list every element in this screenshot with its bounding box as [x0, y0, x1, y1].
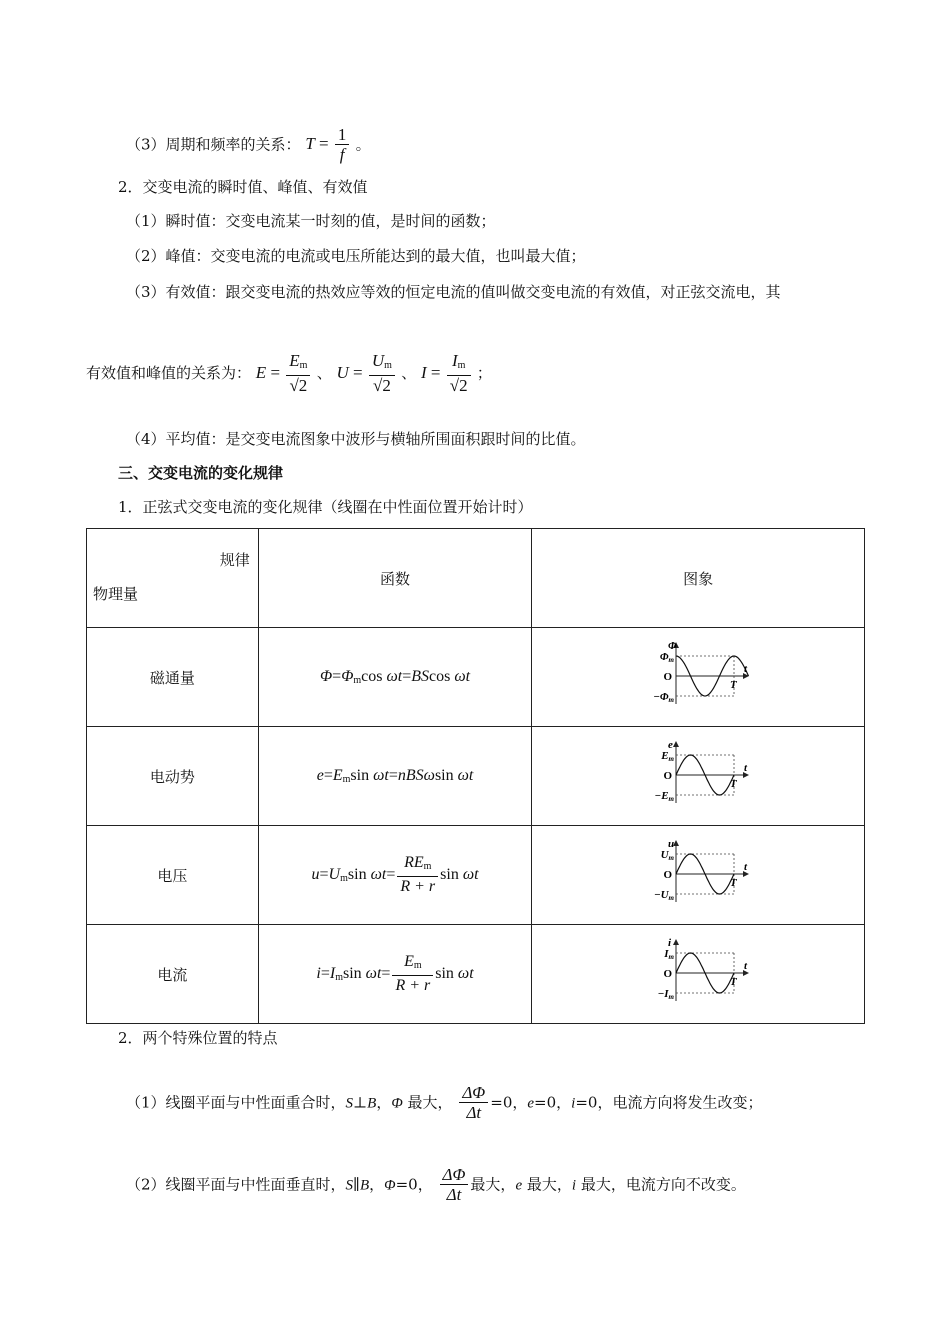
peak-value-line: （2）峰值：交变电流的电流或电压所能达到的最大值，也叫最大值；: [126, 247, 586, 265]
t: e: [316, 767, 324, 784]
t: ∥: [353, 1175, 360, 1194]
y-label: e: [668, 739, 674, 751]
numerator: 1: [335, 126, 350, 145]
t: ，: [369, 1175, 385, 1194]
row-graph: [532, 628, 865, 727]
t: i: [571, 1095, 576, 1112]
t-label: t: [744, 861, 748, 873]
header-graph: 图象: [532, 529, 865, 628]
max-label: Φm: [660, 651, 675, 664]
two: 2: [298, 376, 308, 395]
t: 最大，: [402, 1093, 453, 1112]
t: m: [423, 860, 432, 872]
t: E: [404, 952, 414, 970]
min-label: −Um: [654, 889, 675, 902]
t: （1）线圈平面与中性面重合时，: [126, 1093, 346, 1112]
row-name: 电压: [87, 826, 259, 925]
t-label: t: [744, 663, 748, 675]
effective-formula-line: [86, 352, 492, 396]
min-label: −Im: [657, 988, 675, 1001]
row-name: 电流: [87, 925, 259, 1024]
table-row: [87, 826, 865, 925]
max-label: Um: [660, 849, 675, 862]
t: =: [386, 865, 396, 883]
var: E: [255, 362, 267, 382]
max-label: Im: [664, 948, 675, 961]
var: U: [336, 362, 349, 382]
t: ωt: [373, 767, 389, 784]
row-graph: [532, 925, 865, 1024]
t: cos: [429, 668, 455, 685]
t: Φ: [391, 1095, 403, 1112]
period-frequency-line: [126, 126, 371, 165]
table-row: [87, 727, 865, 826]
t: m: [340, 872, 348, 884]
eq: =: [270, 362, 281, 382]
sub-m: m: [668, 755, 675, 763]
t: =0，: [490, 1093, 528, 1112]
t: =0，: [534, 1093, 572, 1112]
eq: =: [430, 362, 441, 382]
table-row: [87, 925, 865, 1024]
t-label: t: [744, 762, 748, 774]
t: 最大，电流方向不改变。: [576, 1175, 746, 1194]
t: Δt: [466, 1103, 482, 1122]
t: sin: [343, 964, 366, 982]
formula-T: [305, 125, 355, 164]
eq: =: [353, 362, 363, 382]
row-graph: [532, 727, 865, 826]
t: Φ: [384, 1177, 396, 1194]
var: I: [451, 351, 458, 370]
fraction: [397, 854, 438, 897]
fraction-dphi-dt: [459, 1084, 488, 1123]
t: ωt: [365, 964, 382, 982]
t: ωt: [370, 865, 387, 883]
text: 。: [355, 135, 371, 154]
origin-label: O: [663, 968, 673, 980]
header-physical-quantity: 物理量: [93, 585, 139, 603]
table-row: [87, 628, 865, 727]
t: R + r: [400, 877, 436, 895]
t: U: [328, 865, 341, 883]
formula-U: U = $\frac{U_m}{√2}$: [337, 363, 402, 382]
average-value-line: （4）平均值：是交变电流图象中波形与横轴所围面积跟时间的比值。: [126, 430, 586, 448]
sub-m: m: [668, 993, 675, 1001]
t: Δt: [446, 1185, 462, 1204]
t: =: [319, 865, 329, 883]
header-rule: 规律: [219, 551, 250, 569]
t: Φ: [341, 668, 354, 685]
t: B: [359, 1177, 370, 1194]
t-label: t: [744, 960, 748, 972]
t: ωt: [457, 964, 474, 982]
t: sin: [350, 767, 374, 784]
sub-m: m: [668, 696, 675, 704]
t: u: [311, 865, 320, 883]
subheading-1: 1．正弦式交变电流的变化规律（线圈在中性面位置开始计时）: [118, 498, 533, 516]
emf-graph: [638, 739, 758, 809]
voltage-graph: [638, 838, 758, 908]
row-function: [258, 826, 532, 925]
y-label: u: [668, 838, 675, 850]
t: i: [571, 1177, 577, 1194]
t: R + r: [395, 976, 431, 994]
sub: m: [457, 360, 466, 371]
text: ；: [476, 363, 492, 382]
origin-label: O: [663, 671, 673, 683]
subheading-2: 2．两个特殊位置的特点: [118, 1029, 278, 1047]
t: =0，电流方向将发生改变；: [575, 1093, 763, 1112]
two: 2: [459, 376, 468, 395]
sub: m: [384, 360, 392, 371]
sub-m: m: [668, 656, 675, 664]
t: ωt: [462, 865, 479, 883]
t: ΔΦ: [459, 1084, 488, 1103]
t: S: [345, 1095, 354, 1112]
text: 有效值和峰值的关系为：: [86, 363, 252, 382]
perpendicular-line: [126, 1166, 746, 1205]
sep: 、: [316, 363, 332, 382]
var: I: [420, 362, 427, 382]
t: 最大，: [522, 1175, 572, 1194]
t: =: [332, 668, 342, 685]
origin-label: O: [663, 770, 673, 782]
heading-2: 2．交变电流的瞬时值、峰值、有效值: [118, 178, 368, 196]
period-label: T: [730, 679, 737, 691]
y-label: Φ: [668, 640, 677, 652]
t: nBSω: [397, 767, 435, 784]
instant-value-line: （1）瞬时值：交变电流某一时刻的值，是时间的函数；: [126, 212, 496, 230]
t: sin: [435, 964, 458, 982]
t: ωt: [386, 668, 403, 685]
t: I: [329, 964, 336, 982]
formula-E: E = $\frac{E_m}{√2}$: [256, 363, 317, 382]
y-arrow: [673, 741, 679, 747]
t: =: [320, 964, 330, 982]
var-T: T: [305, 134, 315, 154]
t: Φ: [319, 668, 333, 685]
fraction: [392, 953, 433, 996]
table-header-row: [87, 529, 865, 628]
row-function: [258, 727, 532, 826]
fraction-1-over-f: [335, 126, 350, 165]
flux-graph: [638, 640, 758, 710]
y-arrow: [673, 939, 679, 945]
t: sin: [440, 865, 463, 883]
section-3-heading: 三、交变电流的变化规律: [118, 464, 284, 482]
t: =: [402, 668, 412, 685]
header-diagonal-cell: [87, 529, 259, 628]
t: sin: [434, 767, 458, 784]
t: ⊥: [353, 1093, 368, 1112]
t: ωt: [454, 668, 471, 685]
row-name: 电动势: [87, 727, 259, 826]
row-name: 磁通量: [87, 628, 259, 727]
eq: =: [319, 134, 329, 154]
t: BS: [411, 668, 430, 685]
denominator: f: [339, 145, 345, 164]
t: ωt: [457, 767, 474, 784]
t: RE: [404, 853, 424, 871]
t: m: [335, 971, 343, 983]
sub-m: m: [668, 894, 675, 902]
t: S: [345, 1177, 354, 1194]
header-function: 函数: [258, 529, 532, 628]
t: cos: [361, 668, 387, 685]
min-label: −Em: [654, 790, 675, 803]
rules-table: [86, 528, 865, 1024]
row-function: [258, 925, 532, 1024]
row-function: [258, 628, 532, 727]
t: =: [388, 767, 398, 784]
period-label: T: [730, 976, 737, 988]
t: E: [332, 767, 343, 784]
sub: m: [299, 360, 308, 371]
sub-m: m: [668, 795, 675, 803]
var: U: [371, 351, 385, 370]
sep: 、: [401, 363, 417, 382]
sub-m: m: [668, 854, 675, 862]
y-label: i: [668, 937, 672, 949]
t: m: [353, 675, 362, 686]
t: B: [367, 1095, 377, 1112]
t: =: [381, 964, 391, 982]
var: E: [289, 351, 300, 370]
t: =0，: [395, 1175, 433, 1194]
sub-m: m: [668, 953, 675, 961]
t: i: [316, 964, 321, 982]
two: 2: [382, 376, 391, 395]
min-label: −Φm: [653, 691, 675, 704]
t: =: [323, 767, 333, 784]
t: sin: [347, 865, 371, 883]
t: 最大，: [470, 1175, 516, 1194]
t: ΔΦ: [440, 1166, 469, 1185]
t: e: [515, 1177, 523, 1194]
origin-label: O: [663, 869, 673, 881]
t: m: [413, 959, 422, 971]
period-label: T: [730, 778, 737, 790]
period-label: T: [730, 877, 737, 889]
row-graph: [532, 826, 865, 925]
t: m: [342, 774, 351, 785]
t: ，: [376, 1093, 392, 1112]
current-graph: [638, 937, 758, 1007]
t: （2）线圈平面与中性面垂直时，: [126, 1175, 346, 1194]
coincide-line: [126, 1084, 762, 1123]
formula-I: I = $\frac{I_m}{√2}$: [421, 363, 477, 382]
fraction-dphi-dt: [440, 1166, 469, 1205]
effective-value-line: （3）有效值：跟交变电流的热效应等效的恒定电流的值叫做交变电流的有效值，对正弦交流电，其: [126, 283, 781, 301]
t: e: [527, 1095, 535, 1112]
text: （3）周期和频率的关系：: [126, 135, 301, 154]
max-label: Em: [661, 750, 675, 763]
